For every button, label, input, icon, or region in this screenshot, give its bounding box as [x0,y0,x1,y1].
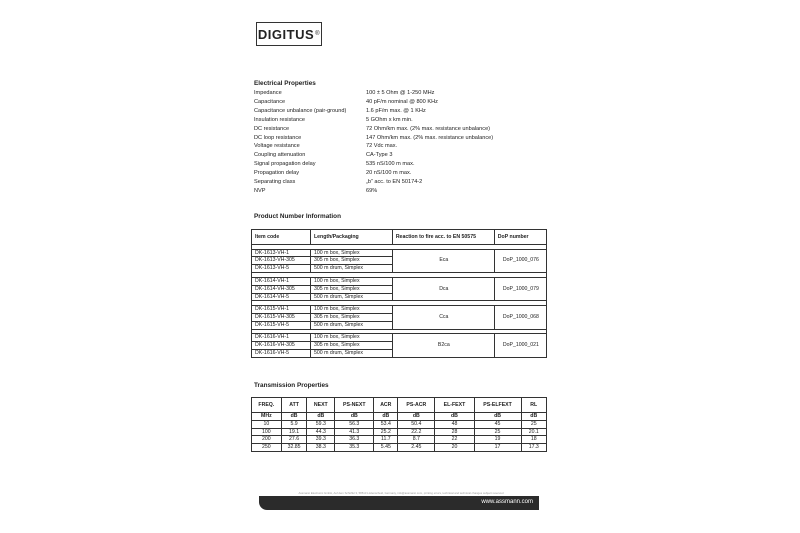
table-row [252,420,547,428]
property-value: 40 pF/m nominal @ 800 KHz [366,98,438,105]
value-cell: 28 [435,428,474,436]
property-row [254,142,493,151]
dop-number-cell: DoP_1000_068 [494,305,546,329]
packaging-cell: 100 m box, Simplex [310,249,392,257]
fire-class-cell: Cca [392,305,494,329]
dop-number-cell: DoP_1000_079 [494,277,546,301]
column-header: RL [521,398,546,413]
value-cell: 20.1 [521,428,546,436]
registered-mark: ® [315,31,321,37]
value-cell: 25.2 [374,428,398,436]
property-row [254,107,493,116]
value-cell: 38.3 [307,444,335,452]
property-row [254,116,493,125]
unit-cell: MHz [252,413,282,421]
value-cell: 17 [474,444,521,452]
packaging-cell: 500 m drum, Simplex [310,349,392,357]
value-cell: 41.3 [335,428,374,436]
packaging-cell: 500 m drum, Simplex [310,321,392,329]
value-cell: 5.45 [374,444,398,452]
footer-address: Assmann Electronic GmbH, Auf dem Schüffel 3, 58513 Lüdenscheid, Germany, info@assmann.com, printing errors, technical and technical changes subject reserved [298,491,504,495]
unit-cell: dB [374,413,398,421]
column-header: FREQ. [252,398,282,413]
product-number-title: Product Number Information [254,213,341,220]
table-row [252,249,547,257]
value-cell: 19 [474,436,521,444]
value-cell: 45 [474,420,521,428]
unit-cell: dB [435,413,474,421]
value-cell: 25 [474,428,521,436]
packaging-cell: 305 m box, Simplex [310,342,392,350]
property-value: 147 Ohm/km max. (2% max. resistance unbalance) [366,134,494,141]
column-header: PS-ELFEXT [474,398,521,413]
fire-class-cell: Eca [392,249,494,273]
packaging-cell: 305 m box, Simplex [310,257,392,265]
property-value: 20 nS/100 m max. [366,170,412,177]
unit-cell: dB [307,413,335,421]
value-cell: 22 [435,436,474,444]
property-name: DC loop resistance [254,134,302,141]
electrical-properties-list [254,89,493,196]
electrical-properties-title: Electrical Properties [254,80,316,87]
table-row [252,428,547,436]
property-name: DC resistance [254,125,290,132]
unit-row [252,413,547,421]
footer-url: www.assmann.com [481,499,533,505]
product-number-table [251,229,547,358]
property-value: CA-Type 3 [366,152,393,159]
value-cell: 27.6 [281,436,307,444]
value-cell: 19.1 [281,428,307,436]
packaging-cell: 305 m box, Simplex [310,285,392,293]
column-header: DoP number [494,230,546,245]
dop-number-cell: DoP_1000_076 [494,249,546,273]
column-header: ACR [374,398,398,413]
property-value: 72 Vdc max. [366,143,398,150]
column-header: ATT [281,398,307,413]
footer-bar [259,496,539,510]
item-code-cell: DK-1615-VH-5 [252,321,311,329]
table-row [252,305,547,313]
property-name: Capacitance unbalance (pair-ground) [254,107,347,114]
table-row [252,277,547,285]
property-row [254,125,493,134]
item-code-cell: DK-1614-VH-305 [252,285,311,293]
unit-cell: dB [281,413,307,421]
property-name: Voltage resistance [254,143,300,150]
value-cell: 11.7 [374,436,398,444]
table-row [252,334,547,342]
value-cell: 2.45 [398,444,435,452]
column-header: Reaction to fire acc. to EN 50575 [392,230,494,245]
value-cell: 8.7 [398,436,435,444]
value-cell: 250 [252,444,282,452]
column-header: PS-NEXT [335,398,374,413]
property-row [254,151,493,160]
property-name: Coupling attenuation [254,152,306,159]
column-header: EL-FEXT [435,398,474,413]
value-cell: 35.3 [335,444,374,452]
transmission-properties-table [251,397,547,452]
item-code-cell: DK-1613-VH-1 [252,249,311,257]
item-code-cell: DK-1613-VH-5 [252,265,311,273]
property-value: 69% [366,187,378,194]
unit-cell: dB [521,413,546,421]
item-code-cell: DK-1613-VH-305 [252,257,311,265]
property-name: NVP [254,187,266,194]
unit-cell: dB [398,413,435,421]
value-cell: 200 [252,436,282,444]
value-cell: 53.4 [374,420,398,428]
property-name: Insulation resistance [254,116,305,123]
property-value: 72 Ohm/km max. (2% max. resistance unbalance) [366,125,491,132]
column-header: PS-ACR [398,398,435,413]
value-cell: 22.2 [398,428,435,436]
packaging-cell: 500 m drum, Simplex [310,293,392,301]
property-value: 535 nS/100 m max. [366,161,415,168]
value-cell: 36.3 [335,436,374,444]
column-header: Length/Packaging [310,230,392,245]
property-row [254,178,493,187]
value-cell: 5.9 [281,420,307,428]
property-value: 1.6 pF/m max. @ 1 KHz [366,107,426,114]
property-name: Capacitance [254,98,286,105]
value-cell: 44.3 [307,428,335,436]
property-name: Propagation delay [254,170,300,177]
value-cell: 25 [521,420,546,428]
column-header: Item code [252,230,311,245]
fire-class-cell: Dca [392,277,494,301]
property-value: „b“ acc. to EN 50174-2 [366,179,423,186]
value-cell: 10 [252,420,282,428]
item-code-cell: DK-1616-VH-305 [252,342,311,350]
value-cell: 48 [435,420,474,428]
unit-cell: dB [335,413,374,421]
value-cell: 39.3 [307,436,335,444]
value-cell: 100 [252,428,282,436]
property-row [254,89,493,98]
item-code-cell: DK-1616-VH-1 [252,334,311,342]
value-cell: 50.4 [398,420,435,428]
packaging-cell: 100 m box, Simplex [310,305,392,313]
packaging-cell: 100 m box, Simplex [310,334,392,342]
property-row [254,160,493,169]
property-name: Separating class [254,179,296,186]
property-row [254,98,493,107]
property-value: 5 GOhm x km min. [366,116,413,123]
value-cell: 20 [435,444,474,452]
property-row [254,134,493,143]
property-row [254,187,493,196]
property-row [254,169,493,178]
transmission-properties-title: Transmission Properties [254,382,329,389]
property-name: Signal propagation delay [254,161,316,168]
packaging-cell: 305 m box, Simplex [310,313,392,321]
dop-number-cell: DoP_1000_021 [494,334,546,358]
value-cell: 18 [521,436,546,444]
property-value: 100 ± 5 Ohm @ 1-250 MHz [366,90,435,96]
value-cell: 59.3 [307,420,335,428]
item-code-cell: DK-1615-VH-305 [252,313,311,321]
value-cell: 32.85 [281,444,307,452]
item-code-cell: DK-1616-VH-5 [252,349,311,357]
value-cell: 17.3 [521,444,546,452]
item-code-cell: DK-1614-VH-5 [252,293,311,301]
column-header: NEXT [307,398,335,413]
table-row [252,436,547,444]
packaging-cell: 100 m box, Simplex [310,277,392,285]
logo-text: DIGITUS [257,26,315,42]
item-code-cell: DK-1614-VH-1 [252,277,311,285]
table-row [252,444,547,452]
packaging-cell: 500 m drum, Simplex [310,265,392,273]
item-code-cell: DK-1615-VH-1 [252,305,311,313]
digitus-logo [256,22,322,46]
value-cell: 56.3 [335,420,374,428]
unit-cell: dB [474,413,521,421]
property-name: Impedance [254,90,282,96]
fire-class-cell: B2ca [392,334,494,358]
